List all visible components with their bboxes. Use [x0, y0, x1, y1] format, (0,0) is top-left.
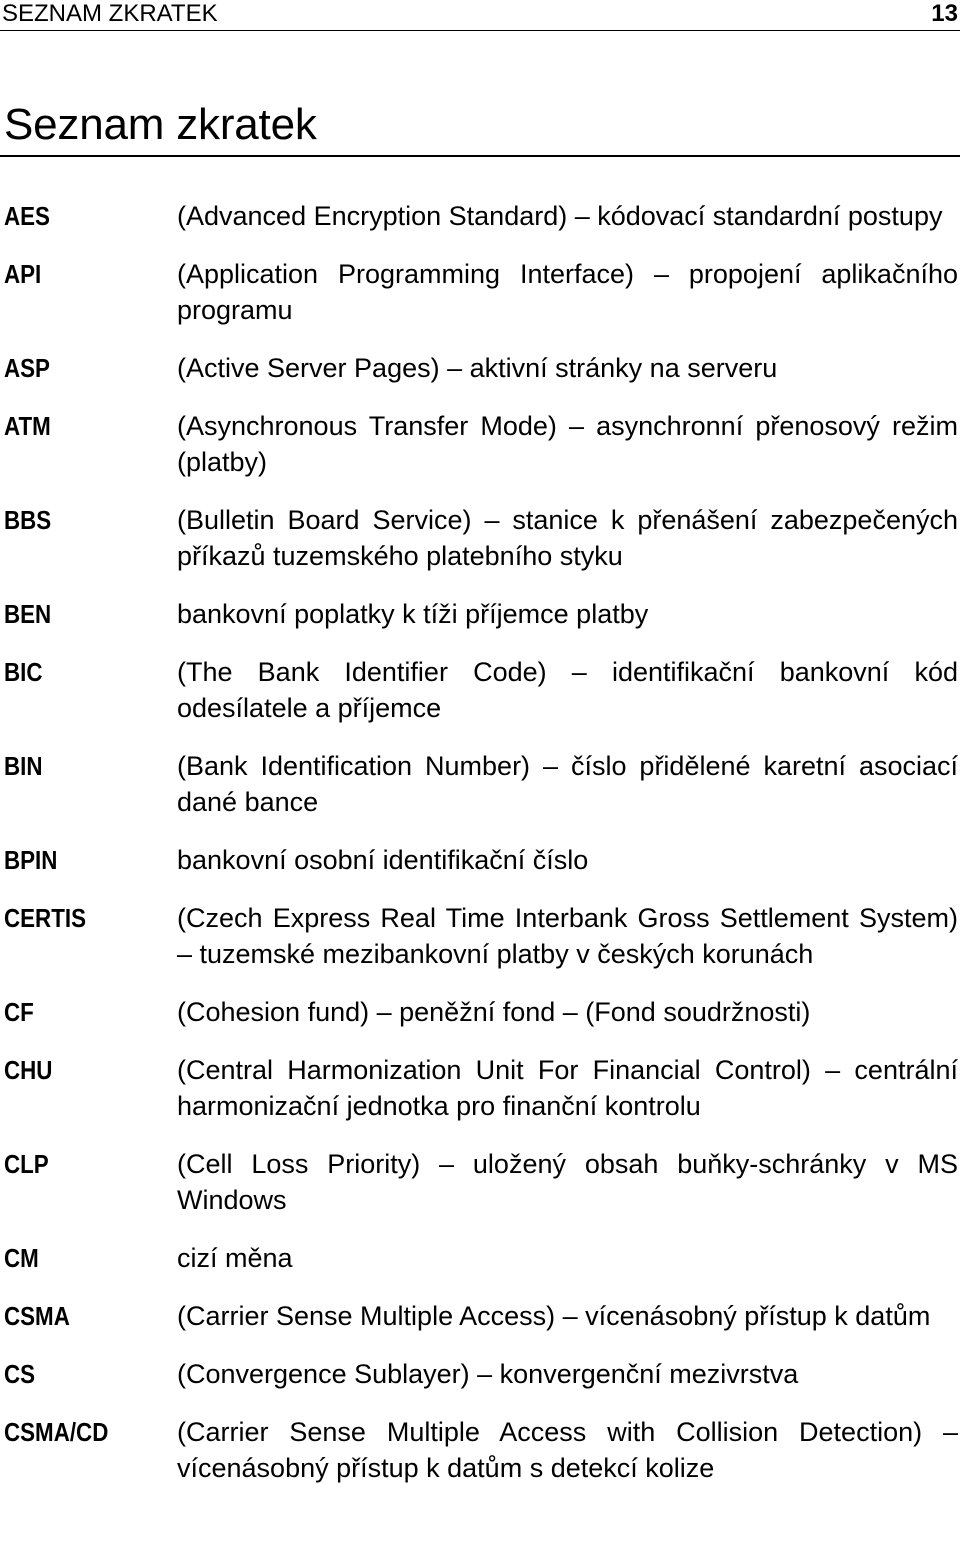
page-title: Seznam zkratek	[4, 100, 317, 149]
abbreviation-definition: (Application Programming Interface) – propojení aplikačního programu	[177, 259, 958, 325]
abbreviation-definition: (Bank Identification Number) – číslo přidělené karetní asociací dané bance	[177, 751, 958, 817]
abbreviation-entry	[0, 1298, 960, 1334]
abbreviation-term: CERTIS	[4, 903, 86, 933]
abbreviation-definition: (The Bank Identifier Code) – identifikační bankovní kód odesílatele a příjemce	[177, 657, 958, 723]
abbreviation-definition: (Cohesion fund) – peněžní fond – (Fond soudržnosti)	[177, 997, 811, 1027]
abbreviation-definition: cizí měna	[177, 1243, 293, 1273]
abbreviation-entry	[0, 994, 960, 1030]
abbreviation-term: CLP	[4, 1149, 49, 1179]
abbreviation-term: CHU	[4, 1055, 53, 1085]
abbreviation-entry	[0, 198, 960, 234]
abbreviation-term: BIN	[4, 751, 43, 781]
abbreviation-definition: (Carrier Sense Multiple Access with Collision Detection) – vícenásobný přístup k datům s detekcí kolize	[177, 1417, 958, 1483]
abbreviation-entry	[0, 748, 960, 820]
abbreviation-term: CSMA	[4, 1301, 70, 1331]
abbreviation-entry	[0, 842, 960, 878]
abbreviation-term: ATM	[4, 411, 51, 441]
abbreviation-entry	[0, 1356, 960, 1392]
abbreviation-definition: (Convergence Sublayer) – konvergenční mezivrstva	[177, 1359, 799, 1389]
abbreviation-definition: (Bulletin Board Service) – stanice k přenášení zabezpečených příkazů tuzemského platebního styku	[177, 505, 958, 571]
abbreviation-term: BBS	[4, 505, 52, 535]
abbreviation-entry	[0, 596, 960, 632]
abbreviation-entry	[0, 1240, 960, 1276]
abbreviation-entry	[0, 502, 960, 574]
abbreviation-definition: (Czech Express Real Time Interbank Gross Settlement System) – tuzemské mezibankovní platby v českých korunách	[177, 903, 958, 969]
abbreviation-entry	[0, 1414, 960, 1486]
abbreviation-definition: (Cell Loss Priority) – uložený obsah buňky-schránky v MS Windows	[177, 1149, 958, 1215]
abbreviation-definition: (Central Harmonization Unit For Financial Control) – centrální harmonizační jednotka pro finanční kontrolu	[177, 1055, 958, 1121]
abbreviation-term: CF	[4, 997, 34, 1027]
abbreviation-term: CS	[4, 1359, 36, 1389]
abbreviation-entry	[0, 900, 960, 972]
abbreviation-definition: bankovní osobní identifikační číslo	[177, 845, 589, 875]
running-header	[0, 0, 960, 31]
page-number: 13	[931, 0, 958, 27]
abbreviation-definition: (Carrier Sense Multiple Access) – vícenásobný přístup k datům	[177, 1301, 931, 1331]
abbreviation-term: API	[4, 259, 42, 289]
abbreviation-definition: bankovní poplatky k tíži příjemce platby	[177, 599, 649, 629]
abbreviation-term: BIC	[4, 657, 43, 687]
abbreviation-term: AES	[4, 201, 50, 231]
abbreviation-entry	[0, 1052, 960, 1124]
abbreviation-list	[0, 198, 960, 1486]
abbreviation-definition: (Advanced Encryption Standard) – kódovací standardní postupy	[177, 201, 943, 231]
abbreviation-definition: (Asynchronous Transfer Mode) – asynchronní přenosový režim (platby)	[177, 411, 958, 477]
abbreviation-entry	[0, 256, 960, 328]
abbreviation-term: BEN	[4, 599, 52, 629]
abbreviation-entry	[0, 350, 960, 386]
abbreviation-term: BPIN	[4, 845, 58, 875]
abbreviation-term: CM	[4, 1243, 39, 1273]
title-rule	[0, 155, 960, 157]
abbreviation-term: CSMA/CD	[4, 1417, 109, 1447]
running-header-section: SEZNAM ZKRATEK	[2, 0, 218, 27]
abbreviation-entry	[0, 1146, 960, 1218]
abbreviation-entry	[0, 408, 960, 480]
abbreviation-term: ASP	[4, 353, 50, 383]
abbreviation-definition: (Active Server Pages) – aktivní stránky na serveru	[177, 353, 778, 383]
abbreviation-entry	[0, 654, 960, 726]
